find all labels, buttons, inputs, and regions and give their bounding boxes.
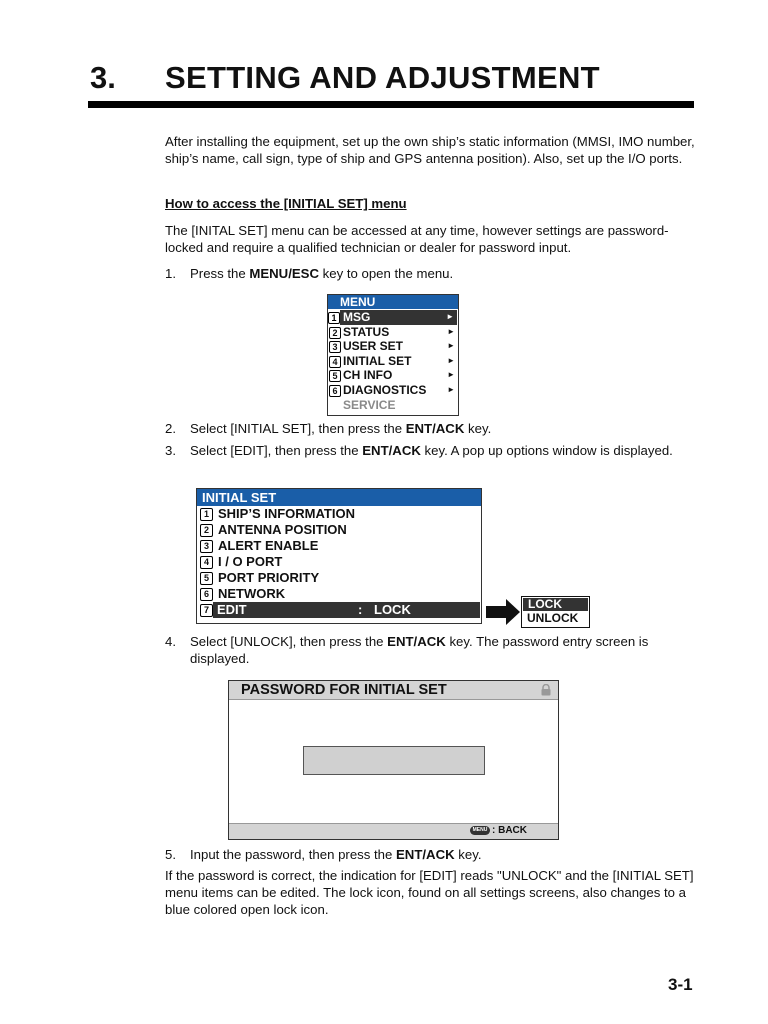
initial-set-screen: [196, 488, 482, 624]
chapter-title: SETTING AND ADJUSTMENT: [165, 60, 600, 95]
step-text: Select [UNLOCK], then press the: [190, 634, 388, 649]
step-text: key. The password entry screen is displayed.: [190, 634, 649, 666]
step-number: 4.: [165, 634, 176, 649]
step-text: Select [INITIAL SET], then press the: [190, 421, 406, 436]
item-label: MSG: [343, 310, 371, 324]
initial-item-antenna-position[interactable]: [197, 522, 481, 538]
item-label: ALERT ENABLE: [218, 538, 319, 553]
item-label: STATUS: [343, 324, 390, 339]
item-number: 4: [200, 556, 213, 569]
step-text: Input the password, then press the: [190, 847, 396, 862]
key-name: ENT/ACK: [387, 634, 446, 649]
password-footer: [229, 823, 558, 839]
item-label: SERVICE: [343, 397, 396, 412]
key-name: MENU/ESC: [249, 266, 319, 281]
initial-item-alert-enable[interactable]: [197, 538, 481, 554]
arrow-right-icon: ►: [447, 384, 455, 394]
step-number: 2.: [165, 421, 176, 436]
arrow-right-icon: ►: [446, 312, 454, 321]
item-label: EDIT: [217, 602, 247, 617]
password-title-bar: [229, 681, 558, 700]
item-number: 2: [329, 327, 341, 339]
menu-button-icon: MENU: [470, 826, 490, 835]
main-menu-screen: [327, 294, 459, 416]
step-number: 5.: [165, 847, 176, 862]
lock-options-popup: [521, 596, 590, 628]
closing-paragraph: If the password is correct, the indication for [EDIT] reads "UNLOCK" and the [INITIAL SET] menu items can be edited. The lock icon, found on all settings screens, also changes to a blue colored open lock icon.: [165, 868, 694, 917]
step-2: [165, 420, 695, 437]
intro-paragraph: After installing the equipment, set up the own ship’s static information (MMSI, IMO number, ship’s name, call sign, type of ship and GPS antenna position). Also, set up the I/O ports.: [165, 134, 695, 166]
step-text: key. A pop up options window is displayed.: [420, 443, 673, 458]
page-number: 3-1: [668, 975, 693, 994]
popup-option-unlock[interactable]: UNLOCK: [527, 611, 579, 625]
arrow-right-icon: ►: [447, 341, 455, 351]
step-1: [165, 265, 695, 282]
step-text: Select [EDIT], then press the: [190, 443, 363, 458]
item-label: ANTENNA POSITION: [218, 522, 347, 537]
menu-item-status[interactable]: [328, 325, 458, 340]
arrow-right-icon: ►: [447, 326, 455, 336]
arrow-right-icon: ►: [447, 355, 455, 365]
initial-set-title: INITIAL SET: [197, 489, 481, 506]
step-text: key to open the menu.: [318, 266, 454, 281]
initial-item-ships-information[interactable]: [197, 506, 481, 522]
item-label: I / O PORT: [218, 554, 283, 569]
item-label: INITIAL SET: [343, 353, 412, 368]
item-label: NETWORK: [218, 586, 286, 601]
initial-item-io-port[interactable]: [197, 554, 481, 570]
menu-item-initial-set[interactable]: [328, 354, 458, 369]
item-number: 3: [200, 540, 213, 553]
item-number: 7: [200, 604, 213, 617]
step-5: [165, 846, 695, 863]
item-number: 1: [328, 312, 340, 324]
arrow-right-icon: [486, 606, 508, 618]
item-label: SHIP’S INFORMATION: [218, 506, 355, 521]
initial-item-port-priority[interactable]: [197, 570, 481, 586]
password-screen: [228, 680, 559, 840]
step-text: key.: [464, 421, 492, 436]
menu-item-user-set[interactable]: [328, 339, 458, 354]
back-label: : BACK: [492, 825, 527, 836]
key-name: ENT/ACK: [405, 421, 465, 436]
title-rule: [88, 101, 694, 108]
item-label: DIAGNOSTICS: [343, 382, 427, 397]
item-label: USER SET: [343, 339, 404, 354]
step-text: Press the: [190, 266, 250, 281]
item-separator: :: [358, 602, 363, 617]
item-number: 6: [329, 385, 341, 397]
arrow-head-icon: [506, 599, 520, 625]
item-label: CH INFO: [343, 368, 393, 383]
initial-item-edit[interactable]: [203, 602, 480, 618]
item-number: 5: [200, 572, 213, 585]
password-input[interactable]: [303, 746, 485, 775]
item-number: 6: [200, 588, 213, 601]
step-number: 1.: [165, 266, 176, 281]
menu-item-service: [328, 398, 458, 413]
item-number: 5: [329, 370, 341, 382]
item-number: 3: [329, 341, 341, 353]
section-paragraph: The [INITAL SET] menu can be accessed at any time, however settings are password-locked and require a qualified technician or dealer for password input.: [165, 223, 669, 255]
password-title: PASSWORD FOR INITIAL SET: [241, 682, 447, 698]
item-label: PORT PRIORITY: [218, 570, 320, 585]
step-3: [165, 442, 695, 459]
item-number: 1: [200, 508, 213, 521]
item-number: 4: [329, 356, 341, 368]
menu-item-diagnostics[interactable]: [328, 383, 458, 398]
step-4: [165, 633, 695, 667]
menu-item-ch-info[interactable]: [328, 368, 458, 383]
item-number: 2: [200, 524, 213, 537]
edit-value: LOCK: [374, 602, 411, 617]
arrow-right-icon: ►: [447, 370, 455, 380]
popup-option-lock[interactable]: LOCK: [523, 598, 588, 611]
initial-item-network[interactable]: [197, 586, 481, 602]
step-number: 3.: [165, 443, 176, 458]
lock-icon: [540, 684, 552, 696]
key-name: ENT/ACK: [362, 443, 421, 458]
menu-title: MENU: [328, 295, 458, 309]
chapter-number: 3.: [90, 60, 116, 95]
section-heading: How to access the [INITIAL SET] menu: [165, 196, 407, 211]
menu-item-msg[interactable]: [331, 310, 457, 325]
step-text: key.: [454, 847, 482, 862]
key-name: ENT/ACK: [396, 847, 455, 862]
